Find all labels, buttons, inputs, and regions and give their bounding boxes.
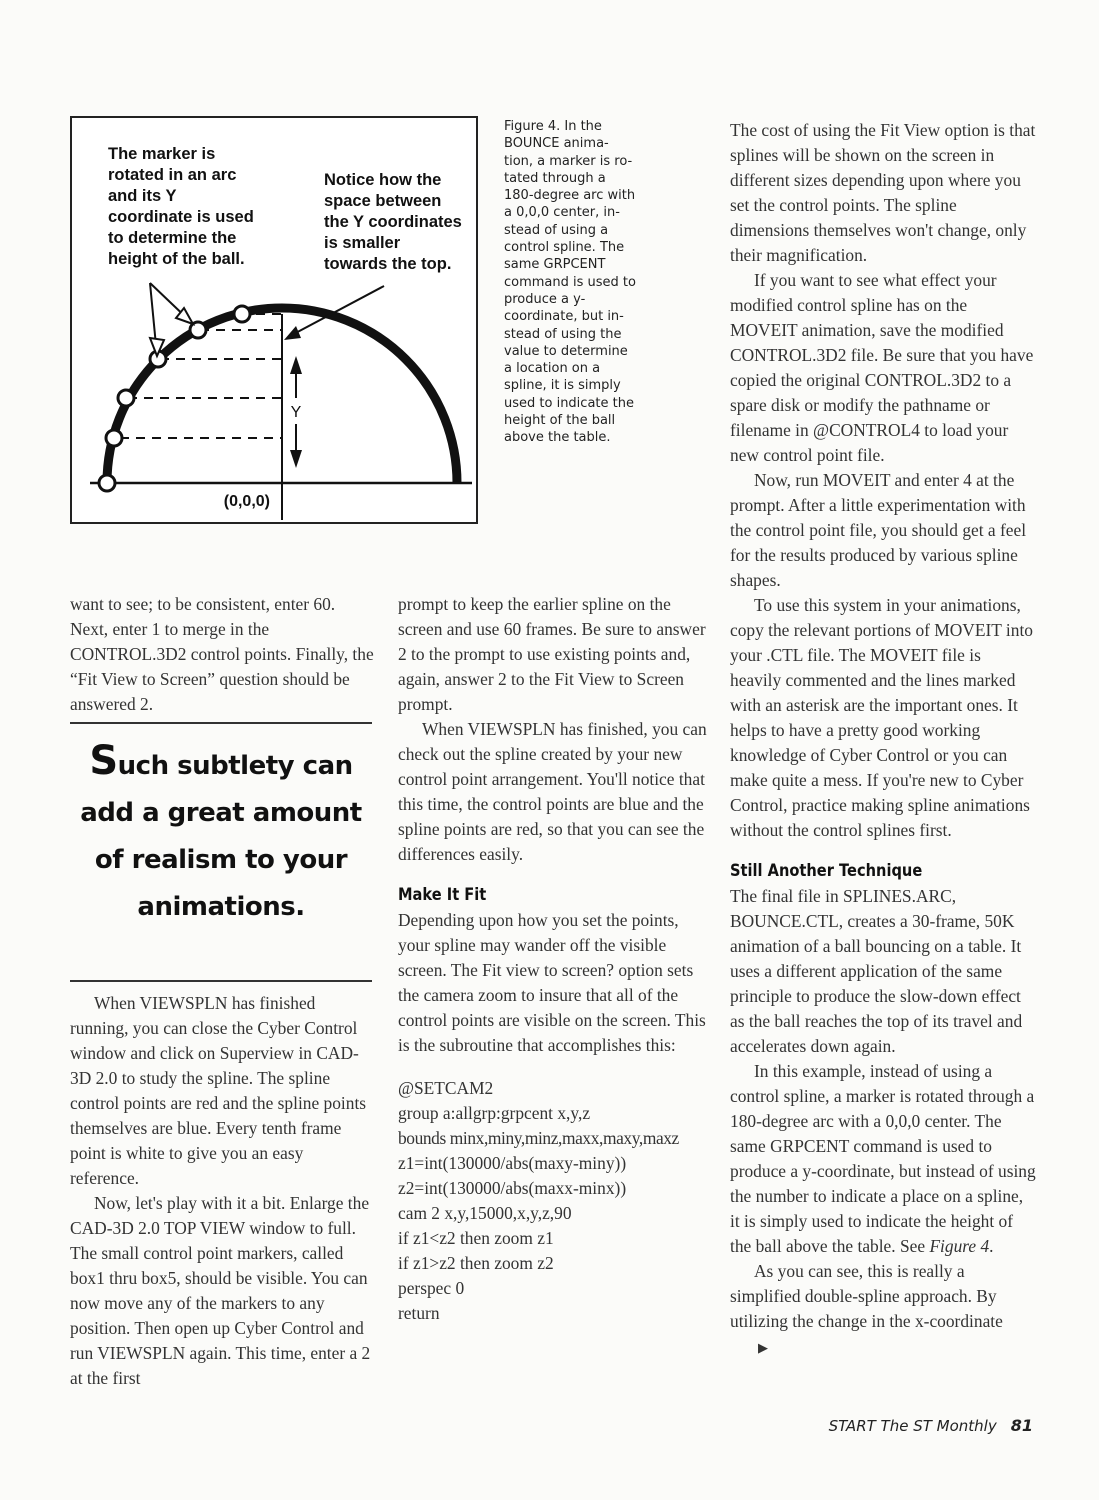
right-pointer-head xyxy=(284,326,301,340)
paragraph: When VIEWSPLN has finished running, you can close the Cyber Control window and click on Superview in CAD-3D 2.0 to study the spline. The spline control points are red and the spline points themselves are blue. Every tenth frame point is white to give you an easy reference. xyxy=(70,993,367,1188)
paragraph: prompt to keep the earlier spline on the screen and use 60 frames. Be sure to answer 2 to the prompt to use existing points and, again, answer 2 to the Fit View to Screen prompt. xyxy=(398,594,706,714)
paragraph: Depending upon how you set the points, your spline may wander off the visible screen. The Fit view to screen? option sets the camera zoom to insure that all of the control points are visible on the screen. This is the subroutine that accomplishes this: xyxy=(398,910,706,1055)
paragraph: If you want to see what effect your modified control spline has on the MOVEIT animation, save the modified CONTROL.3D2 file. Be sure that you have copied the original CONTROL.3D2 to a spare disk or modify the pathname or filename in @CONTROL4 to load your new control point file. xyxy=(730,270,1034,465)
paragraph: The cost of using the Fit View option is that splines will be shown on the screen in different sizes depending upon where you set the control points. The spline dimensions themselves won't change, only their magnification. xyxy=(730,120,1036,265)
paragraph: When VIEWSPLN has finished, you can check out the spline created by your new control point arrangement. You'll notice that this time, the control points are blue and the spline points are red, so that you can see the differences easily. xyxy=(398,719,707,864)
code-line: group a:allgrp:grpcent x,y,z xyxy=(398,1103,591,1123)
code-line: if z1<z2 then zoom z1 xyxy=(398,1228,554,1248)
figure-4-diagram xyxy=(70,116,478,524)
pull-quote-drop-letter: S xyxy=(89,738,118,784)
paragraph: want to see; to be consistent, enter 60. Next, enter 1 to merge in the CONTROL.3D2 control points. Finally, the “Fit View to Screen” question should be answered 2. xyxy=(70,594,374,714)
magazine-name: START The ST Monthly xyxy=(828,1417,997,1435)
paragraph: Now, let's play with it a bit. Enlarge the CAD-3D 2.0 TOP VIEW window to full. The small control point markers, called box1 thru box5, should be visible. You can now move any of the markers to any position. Then open up Cyber Control and run VIEWSPLN again. This time, enter a 2 at the first xyxy=(70,1193,371,1388)
paragraph: In this example, instead of using a control spline, a marker is rotated through a 180-degree arc with a 0,0,0 center. The same GRPCENT command is used to produce a y-coordinate, but instead of using the number to indicate a place on a spline, it is simply used to indicate the height of the ball above the table. See Figure 4. xyxy=(730,1061,1036,1256)
code-line: perspec 0 xyxy=(398,1278,465,1298)
origin-label: (0,0,0) xyxy=(223,493,270,510)
code-line: return xyxy=(398,1303,440,1323)
column-1-top xyxy=(70,592,374,717)
paragraph: Now, run MOVEIT and enter 4 at the prompt. After a little experimentation with the control point file, you should get a feel for the results produced by various spline shapes. xyxy=(730,470,1027,590)
paragraph: To use this system in your animations, copy the relevant portions of MOVEIT into your .CTL file. The MOVEIT file is heavily commented and the lines marked with an asterisk are the important ones. It helps to have a pretty good working knowledge of Cyber Control or you can make quite a mess. If you're new to Cyber Control, practice making spline animations without the control splines first. xyxy=(730,595,1033,840)
column-3 xyxy=(730,118,1036,1360)
page-footer xyxy=(829,1416,1033,1435)
figure-right-label: Notice how the space between the Y coordinates is smaller towards the top. xyxy=(324,171,462,273)
up-arrowhead xyxy=(290,356,302,374)
section-heading: Still Another Technique xyxy=(730,861,923,881)
pull-quote-rule-top xyxy=(70,722,372,724)
code-line: z2=int(130000/abs(maxx-minx)) xyxy=(398,1178,627,1198)
code-line: if z1>z2 then zoom z2 xyxy=(398,1253,554,1273)
column-2 xyxy=(398,592,708,1326)
page-number: 81 xyxy=(1010,1416,1033,1435)
paragraph: As you can see, this is really a simplified double-spline approach. By utilizing the change in the x-coordinate▶ xyxy=(730,1259,1036,1360)
figure-reference: Figure 4 xyxy=(929,1236,990,1256)
paragraph: The final file in SPLINES.ARC, BOUNCE.CTL, creates a 30-frame, 50K animation of a ball bouncing on a table. It uses a different application of the same principle to produce the slow-down effect as the ball reaches the top of its travel and accelerates down again. xyxy=(730,886,1023,1056)
y-axis-label: Y xyxy=(290,404,302,421)
figure-left-label: The marker is rotated in an arc and its Y coordinate is used to determine the height of the ball. xyxy=(108,145,254,268)
pull-quote-rule-bottom xyxy=(70,980,372,982)
figure-caption: Figure 4. In the BOUNCE anima- tion, a marker is ro- tated through a 180-degree arc with a 0,0,0 center, in- stead of using a control spline. The same GRPCENT command is used to produce a y- coordinate, but in- stead of using the value to determine a location on a spline, it is simply used to indicate the height of the ball above the table. xyxy=(504,119,636,446)
code-line: cam 2 x,y,15000,x,y,z,90 xyxy=(398,1203,572,1223)
pull-quote xyxy=(70,738,372,931)
down-arrowhead xyxy=(290,450,302,468)
section-heading: Make It Fit xyxy=(398,885,487,905)
pull-quote-text: uch subtlety can add a great amount of realism to your animations. xyxy=(80,751,362,922)
code-line: bounds minx,miny,minz,maxx,maxy,maxz xyxy=(398,1128,679,1148)
column-1-bottom xyxy=(70,991,374,1391)
code-line: z1=int(130000/abs(maxy-miny)) xyxy=(398,1153,627,1173)
continue-arrow-icon: ▶ xyxy=(758,1340,768,1355)
code-line: @SETCAM2 xyxy=(398,1078,494,1098)
